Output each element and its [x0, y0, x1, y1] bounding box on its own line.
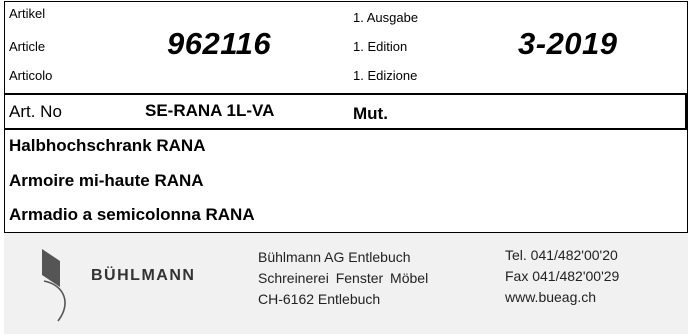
label-articolo: Articolo — [9, 68, 53, 83]
row-end-bar — [685, 93, 688, 129]
edition-label-fr: 1. Edition — [353, 39, 408, 54]
label-artikel: Artikel — [9, 6, 46, 21]
logo-wordmark: BÜHLMANN — [91, 267, 196, 284]
divider-artno — [4, 128, 688, 130]
buehlmann-logo-mark-icon — [34, 247, 74, 327]
company-name: Bühlmann AG Entlebuch — [258, 249, 411, 265]
title-it: Armadio a semicolonna RANA — [9, 205, 255, 224]
contact-tel: Tel. 041/482'00'20 — [505, 247, 618, 263]
edition-label-de: 1. Ausgabe — [353, 10, 419, 25]
contact-fax: Fax 041/482'00'29 — [505, 268, 620, 284]
edition-date: 3-2019 — [518, 26, 618, 61]
mut-label: Mut. — [353, 104, 388, 123]
article-number: 962116 — [167, 26, 272, 61]
contact-web: www.bueag.ch — [505, 289, 597, 305]
company-footer — [4, 232, 688, 334]
company-trade: Schreinerei Fenster Möbel — [258, 270, 429, 286]
title-fr: Armoire mi-haute RANA — [9, 171, 204, 190]
label-article: Article — [9, 39, 46, 54]
divider-header — [4, 93, 688, 95]
title-de: Halbhochschrank RANA — [9, 136, 206, 155]
edition-label-it: 1. Edizione — [353, 68, 418, 83]
company-address: CH-6162 Entlebuch — [258, 291, 381, 307]
art-no-label: Art. No — [9, 102, 62, 121]
art-no-value: SE-RANA 1L-VA — [145, 101, 275, 120]
